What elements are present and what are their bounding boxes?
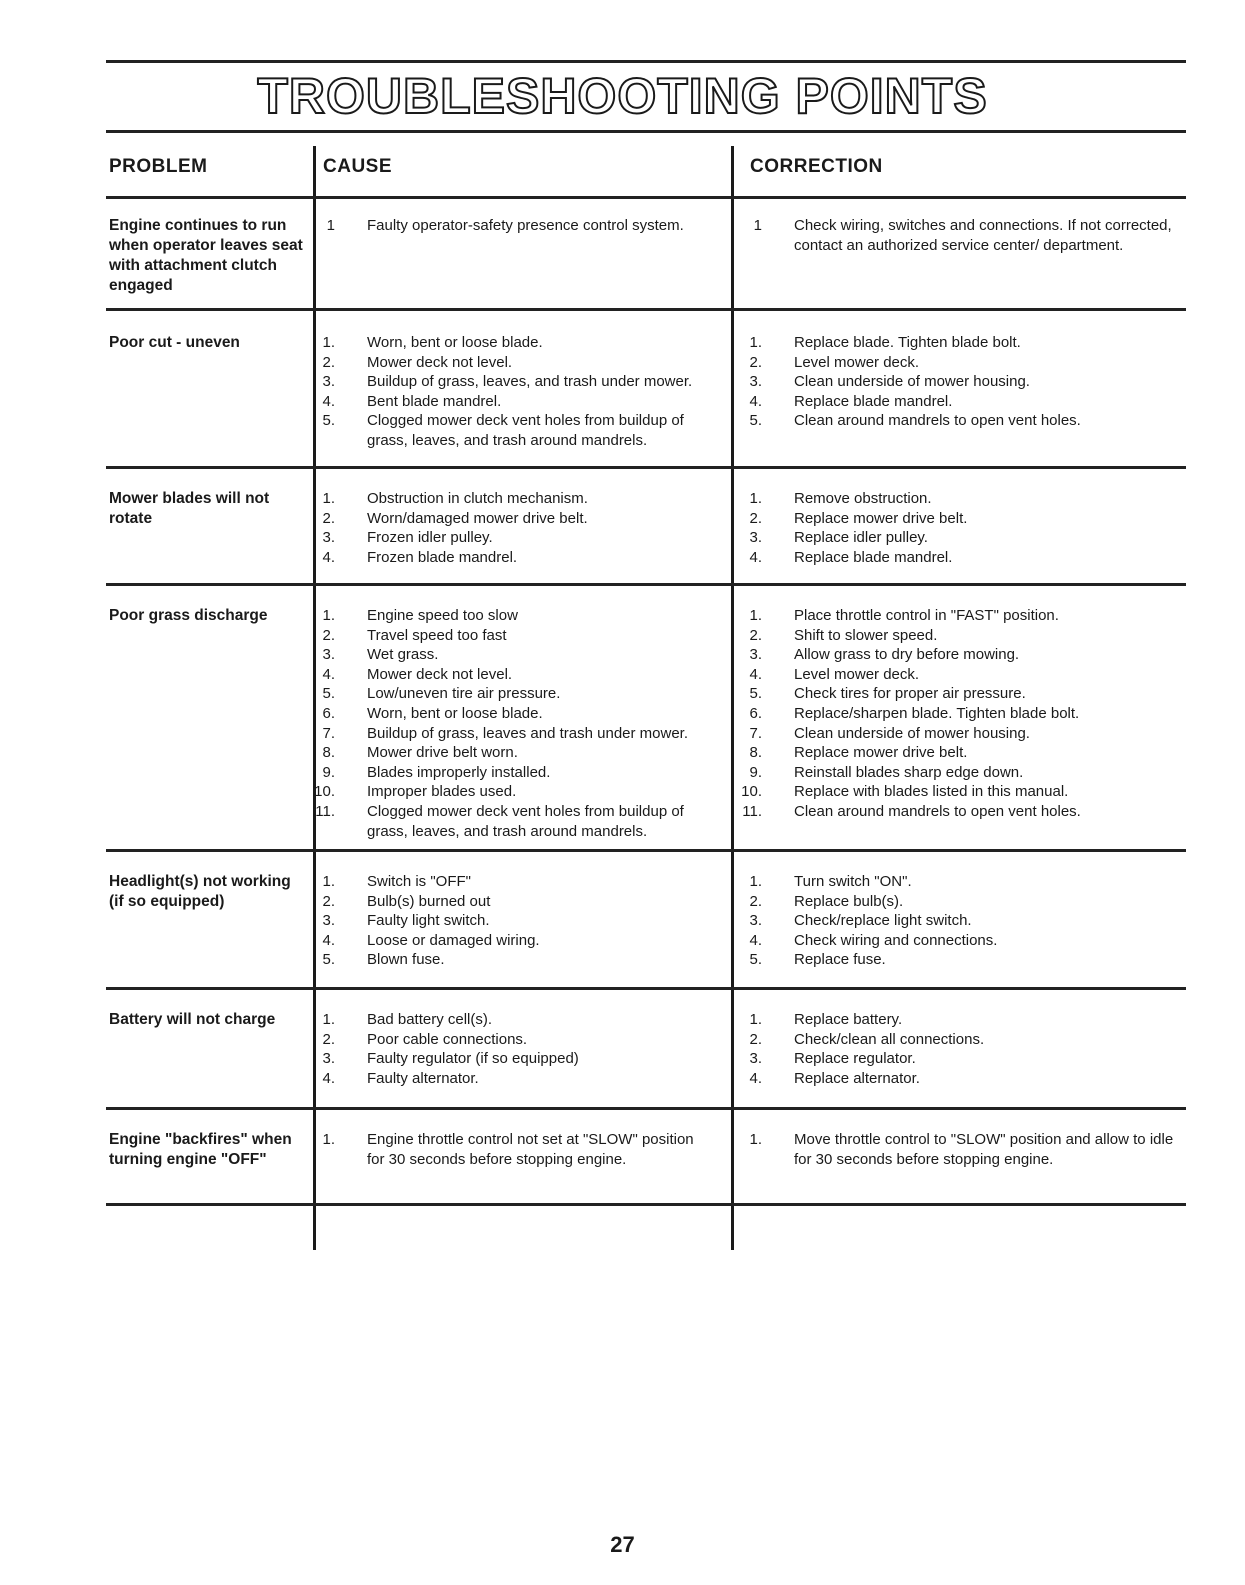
problem-cell: Engine continues to run when operator leaves seat with attachment clutch engaged	[109, 217, 303, 294]
item-text: Check wiring and connections.	[794, 931, 998, 949]
cause-item	[313, 782, 713, 802]
item-number: 1	[753, 217, 762, 234]
item-text: Clean around mandrels to open vent holes.	[794, 802, 1081, 820]
item-text: Worn, bent or loose blade.	[367, 334, 543, 351]
item-number: 9.	[749, 763, 762, 781]
item-text: Mower deck not level.	[367, 353, 513, 371]
item-number: 4.	[749, 931, 762, 949]
correction-item	[740, 743, 1180, 763]
item-number: 3.	[322, 912, 335, 930]
correction-item	[740, 626, 1180, 646]
correction-item	[740, 1049, 1180, 1069]
item-number: 5.	[322, 685, 335, 703]
item-text: Check/clean all connections.	[794, 1030, 985, 1048]
item-text: Low/uneven tire air pressure.	[367, 685, 561, 703]
correction-item	[740, 548, 1180, 568]
item-number: 4.	[322, 392, 335, 410]
item-number: 3.	[322, 1050, 335, 1068]
item-text: Replace with blades listed in this manual.	[794, 783, 1069, 801]
item-number: 1.	[322, 334, 335, 351]
item-number: 1.	[749, 873, 762, 890]
cause-item	[313, 1069, 713, 1089]
correction-item	[740, 704, 1180, 724]
cause-item	[313, 353, 713, 373]
item-text: Allow grass to dry before mowing.	[794, 646, 1020, 664]
cause-item	[313, 489, 713, 509]
correction-item	[740, 872, 1180, 892]
page-number: 27	[610, 1532, 635, 1557]
cause-list	[313, 489, 713, 567]
correction-item	[740, 1069, 1180, 1089]
correction-item	[740, 411, 1180, 431]
problem-cell: Headlight(s) not working (if so equipped)	[109, 873, 291, 910]
cause-item	[313, 724, 713, 744]
cause-item	[313, 411, 713, 450]
correction-item	[740, 353, 1180, 373]
item-text: Replace idler pulley.	[794, 529, 928, 547]
item-text: Clean underside of mower housing.	[794, 373, 1030, 391]
item-text: Buildup of grass, leaves, and trash under mower.	[367, 373, 693, 391]
item-number: 1.	[322, 1131, 335, 1148]
item-text: Switch is "OFF"	[367, 873, 471, 890]
correction-item	[740, 1130, 1180, 1169]
item-text: Worn, bent or loose blade.	[367, 704, 543, 722]
item-text: Frozen blade mandrel.	[367, 548, 518, 566]
item-text: Replace alternator.	[794, 1069, 920, 1087]
item-number: 8.	[749, 744, 762, 762]
problem-cell: Engine "backfires" when turning engine "OFF"	[109, 1131, 292, 1168]
item-text: Blades improperly installed.	[367, 763, 551, 781]
item-number: 3.	[322, 646, 335, 664]
cause-item	[313, 392, 713, 412]
item-text: Faulty alternator.	[367, 1069, 479, 1087]
item-text: Check/replace light switch.	[794, 912, 972, 930]
item-text: Reinstall blades sharp edge down.	[794, 763, 1024, 781]
correction-item	[740, 950, 1180, 970]
item-number: 5.	[749, 951, 762, 969]
item-number: 2.	[322, 1030, 335, 1048]
item-number: 1.	[322, 1011, 335, 1028]
row-separator	[106, 466, 1186, 469]
cause-list	[313, 1010, 713, 1088]
cause-item	[313, 911, 713, 931]
item-text: Poor cable connections.	[367, 1030, 528, 1048]
item-number: 3.	[749, 1050, 762, 1068]
correction-item	[740, 724, 1180, 744]
correction-list	[740, 489, 1180, 567]
item-number: 1.	[749, 334, 762, 351]
item-number: 8.	[322, 744, 335, 762]
correction-item	[740, 216, 1180, 255]
item-number: 11.	[742, 802, 762, 820]
item-number: 3.	[749, 912, 762, 930]
item-text: Bulb(s) burned out	[367, 892, 491, 910]
item-number: 11.	[315, 802, 335, 820]
correction-item	[740, 1010, 1180, 1030]
correction-list	[740, 1010, 1180, 1088]
problem-cell: Mower blades will not rotate	[109, 490, 270, 527]
correction-item	[740, 931, 1180, 951]
item-text: Replace mower drive belt.	[794, 744, 968, 762]
cause-list	[313, 216, 713, 236]
correction-item	[740, 333, 1180, 353]
cause-item	[313, 1130, 713, 1169]
item-text: Remove obstruction.	[794, 490, 932, 507]
item-text: Mower deck not level.	[367, 665, 513, 683]
cause-item	[313, 1010, 713, 1030]
item-number: 1.	[749, 1011, 762, 1028]
row-separator	[106, 196, 1186, 199]
item-text: Check tires for proper air pressure.	[794, 685, 1026, 703]
item-number: 1	[326, 217, 335, 234]
cause-item	[313, 528, 713, 548]
item-text: Engine throttle control not set at "SLOW" position for 30 seconds before stopping engine.	[367, 1131, 694, 1168]
correction-list	[740, 872, 1180, 970]
correction-item	[740, 782, 1180, 802]
item-text: Level mower deck.	[794, 353, 920, 371]
row-separator	[106, 583, 1186, 586]
problem-cell: Battery will not charge	[109, 1011, 276, 1028]
item-text: Level mower deck.	[794, 665, 920, 683]
correction-item	[740, 372, 1180, 392]
title-underline	[106, 130, 1186, 133]
correction-item	[740, 489, 1180, 509]
item-text: Faulty regulator (if so equipped)	[367, 1050, 579, 1068]
item-text: Worn/damaged mower drive belt.	[367, 509, 588, 527]
item-number: 1.	[749, 490, 762, 507]
correction-item	[740, 1030, 1180, 1050]
item-text: Clean around mandrels to open vent holes.	[794, 412, 1081, 430]
item-text: Replace blade. Tighten blade bolt.	[794, 334, 1021, 351]
correction-item	[740, 392, 1180, 412]
item-number: 10.	[314, 783, 335, 801]
item-text: Travel speed too fast	[367, 626, 507, 644]
item-text: Mower drive belt worn.	[367, 744, 518, 762]
correction-list	[740, 606, 1180, 822]
item-text: Replace bulb(s).	[794, 892, 904, 910]
correction-item	[740, 509, 1180, 529]
item-text: Obstruction in clutch mechanism.	[367, 490, 588, 507]
item-text: Blown fuse.	[367, 951, 445, 969]
item-number: 3.	[749, 529, 762, 547]
correction-item	[740, 911, 1180, 931]
correction-item	[740, 684, 1180, 704]
item-text: Replace/sharpen blade. Tighten blade bolt.	[794, 704, 1080, 722]
item-text: Clean underside of mower housing.	[794, 724, 1030, 742]
cause-item	[313, 950, 713, 970]
correction-item	[740, 645, 1180, 665]
item-text: Faulty operator-safety presence control system.	[367, 217, 684, 234]
correction-list	[740, 333, 1180, 431]
item-number: 9.	[322, 763, 335, 781]
cause-list	[313, 333, 713, 451]
cause-item	[313, 684, 713, 704]
item-number: 4.	[749, 548, 762, 566]
correction-list	[740, 216, 1180, 255]
item-text: Place throttle control in "FAST" position.	[794, 607, 1059, 624]
cause-item	[313, 872, 713, 892]
item-number: 5.	[749, 685, 762, 703]
item-number: 4.	[322, 548, 335, 566]
cause-item	[313, 892, 713, 912]
cause-item	[313, 216, 713, 236]
item-text: Replace regulator.	[794, 1050, 916, 1068]
row-separator	[106, 987, 1186, 990]
cause-item	[313, 743, 713, 763]
correction-item	[740, 665, 1180, 685]
item-number: 1.	[749, 607, 762, 624]
item-text: Check wiring, switches and connections. If not corrected, contact an authorized service center/ department.	[794, 217, 1172, 254]
item-number: 4.	[749, 392, 762, 410]
row-separator	[106, 849, 1186, 852]
item-number: 2.	[749, 892, 762, 910]
correction-item	[740, 802, 1180, 822]
item-number: 1.	[749, 1131, 762, 1148]
item-number: 7.	[749, 724, 762, 742]
item-text: Clogged mower deck vent holes from buildup of grass, leaves, and trash around mandrels.	[367, 412, 684, 449]
item-number: 4.	[322, 931, 335, 949]
cause-item	[313, 1049, 713, 1069]
item-text: Bent blade mandrel.	[367, 392, 502, 410]
cause-item	[313, 548, 713, 568]
item-number: 4.	[749, 665, 762, 683]
cause-item	[313, 509, 713, 529]
item-number: 3.	[749, 646, 762, 664]
item-text: Shift to slower speed.	[794, 626, 938, 644]
item-number: 2.	[749, 353, 762, 371]
item-number: 1.	[322, 490, 335, 507]
item-number: 1.	[322, 607, 335, 624]
item-text: Faulty light switch.	[367, 912, 490, 930]
item-text: Engine speed too slow	[367, 607, 518, 624]
top-rule	[106, 60, 1186, 63]
item-number: 6.	[749, 704, 762, 722]
item-number: 1.	[322, 873, 335, 890]
header-cause: CAUSE	[323, 156, 393, 177]
item-number: 7.	[322, 724, 335, 742]
item-number: 2.	[749, 1030, 762, 1048]
correction-item	[740, 606, 1180, 626]
item-text: Replace fuse.	[794, 951, 886, 969]
item-text: Bad battery cell(s).	[367, 1011, 493, 1028]
item-number: 4.	[749, 1069, 762, 1087]
item-text: Frozen idler pulley.	[367, 529, 493, 547]
row-separator	[106, 1107, 1186, 1110]
item-text: Move throttle control to "SLOW" position and allow to idle for 30 seconds before stopping engine.	[794, 1131, 1174, 1168]
item-text: Wet grass.	[367, 646, 439, 664]
cause-item	[313, 931, 713, 951]
item-text: Loose or damaged wiring.	[367, 931, 540, 949]
page-title: TROUBLESHOOTING POINTS	[257, 68, 988, 124]
item-number: 2.	[322, 892, 335, 910]
item-text: Improper blades used.	[367, 783, 517, 801]
correction-item	[740, 892, 1180, 912]
item-number: 4.	[322, 665, 335, 683]
cause-item	[313, 763, 713, 783]
item-number: 5.	[749, 412, 762, 430]
item-text: Replace battery.	[794, 1011, 903, 1028]
item-text: Replace blade mandrel.	[794, 548, 953, 566]
cause-list	[313, 872, 713, 970]
row-separator	[106, 1203, 1186, 1206]
item-number: 10.	[741, 783, 762, 801]
item-text: Clogged mower deck vent holes from buildup of grass, leaves, and trash around mandrels.	[367, 802, 684, 840]
item-number: 3.	[749, 373, 762, 391]
item-number: 5.	[322, 951, 335, 969]
cause-item	[313, 645, 713, 665]
problem-cell: Poor grass discharge	[109, 607, 268, 624]
item-text: Replace mower drive belt.	[794, 509, 968, 527]
correction-item	[740, 528, 1180, 548]
item-text: Buildup of grass, leaves and trash under mower.	[367, 724, 689, 742]
problem-cell: Poor cut - uneven	[109, 334, 240, 351]
column-divider-correction	[731, 146, 734, 1250]
item-text: Replace blade mandrel.	[794, 392, 953, 410]
correction-item	[740, 763, 1180, 783]
item-number: 2.	[322, 626, 335, 644]
cause-list	[313, 1130, 713, 1169]
cause-list	[313, 606, 713, 841]
cause-item	[313, 333, 713, 353]
item-number: 3.	[322, 529, 335, 547]
cause-item	[313, 606, 713, 626]
cause-item	[313, 665, 713, 685]
item-number: 3.	[322, 373, 335, 391]
item-number: 2.	[322, 509, 335, 527]
item-number: 2.	[749, 626, 762, 644]
header-problem: PROBLEM	[109, 156, 208, 177]
item-number: 4.	[322, 1069, 335, 1087]
cause-item	[313, 372, 713, 392]
cause-item	[313, 626, 713, 646]
item-text: Turn switch "ON".	[794, 873, 912, 890]
header-correction: CORRECTION	[750, 156, 883, 177]
item-number: 2.	[749, 509, 762, 527]
cause-item	[313, 704, 713, 724]
cause-item	[313, 1030, 713, 1050]
item-number: 2.	[322, 353, 335, 371]
correction-list	[740, 1130, 1180, 1169]
item-number: 6.	[322, 704, 335, 722]
row-separator	[106, 308, 1186, 311]
cause-item	[313, 802, 713, 841]
item-number: 5.	[322, 412, 335, 430]
